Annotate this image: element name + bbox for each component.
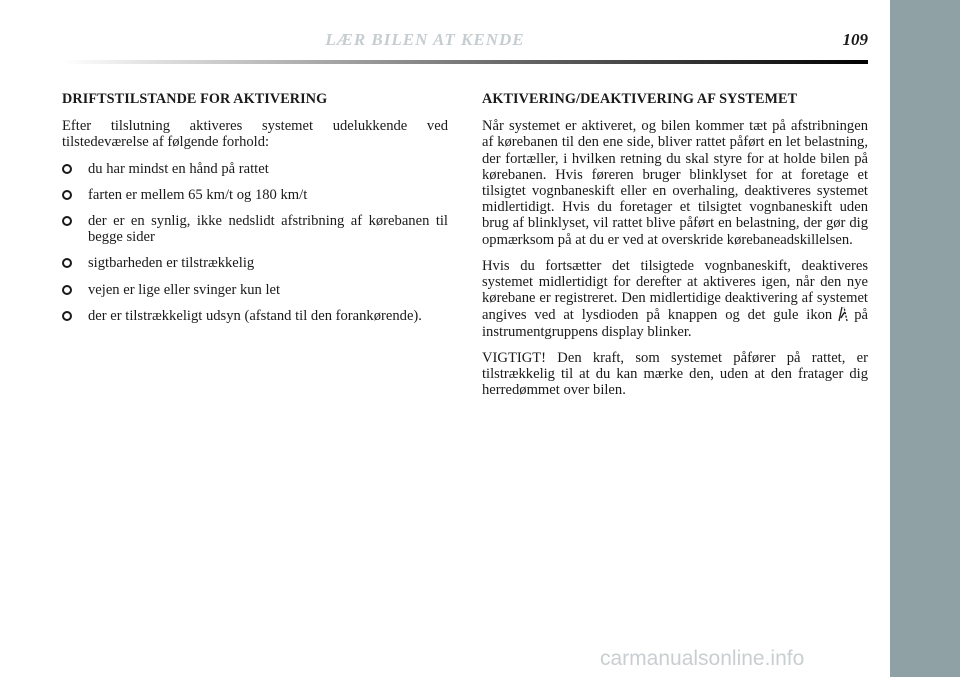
right-column	[482, 91, 868, 408]
list-item: vejen er lige eller svinger kun let	[62, 282, 448, 298]
section-heading-activation-conditions: DRIFTSTILSTANDE FOR AKTIVERING	[62, 91, 328, 107]
header-divider	[62, 60, 868, 64]
list-item: der er tilstrækkeligt udsyn (afstand til den forankørende).	[62, 308, 448, 324]
bullet-icon	[62, 285, 72, 295]
bullet-icon	[62, 311, 72, 321]
watermark-text: carmanualsonline.info	[600, 647, 805, 670]
list-item: du har mindst en hånd på rattet	[62, 161, 448, 177]
list-item: der er en synlig, ikke nedslidt afstribning af kørebanen til begge sider	[62, 213, 448, 245]
intro-paragraph: Efter tilslutning aktiveres systemet udelukkende ved tilstedeværelse af følgende forhold:	[62, 118, 448, 151]
bullet-icon	[62, 164, 72, 174]
list-item: sigtbarheden er tilstrækkelig	[62, 255, 448, 271]
bullet-icon	[62, 216, 72, 226]
paragraph-important: VIGTIGT! Den kraft, som systemet påfører på rattet, er tilstrækkelig til at du kan mærke den, uden at den fratager dig herredømmet over bilen.	[482, 349, 868, 399]
section-heading-activation-deactivation: AKTIVERING/DEAKTIVERING AF SYSTEMET	[482, 91, 798, 107]
list-item: farten er mellem 65 km/t og 180 km/t	[62, 187, 448, 203]
side-strip	[890, 0, 960, 677]
paragraph-system-behavior: Når systemet er aktiveret, og bilen kommer tæt på afstribningen af kørebanen til den ene side, bliver rattet påført en let belastning, der fortæller, i hvilken retning du skal styre for at holde bilen på kørebanen. Hvis føreren bruger blinklyset for at foretage et tilsigtet vognbaneskift eller en overhaling, deaktiveres systemet midlertidigt. Hvis du foretager et tilsigtet vognbaneskift uden brug af blinklyset, vil rattet blive påført en belastning, der gør dig opmærksom på at du er ved at overskride kørebaneadskillelsen.	[482, 118, 868, 248]
paragraph-temporary-deactivation: Hvis du fortsætter det tilsigtede vognbaneskift, deaktiveres systemet midlertidigt for derefter at aktiveres igen, når den nye kørebane er registreret. Den midlertidige deaktivering af systemet angives ved at lysdioden på knappen og det gule ikon på instrumentgruppens display blinker.	[482, 257, 868, 340]
bullet-icon	[62, 258, 72, 268]
lane-departure-icon	[836, 306, 850, 322]
conditions-list	[62, 161, 448, 324]
bullet-icon	[62, 190, 72, 200]
left-column	[62, 91, 448, 334]
page-number: 109	[842, 30, 868, 49]
page-header-title: LÆR BILEN AT KENDE	[325, 30, 525, 49]
